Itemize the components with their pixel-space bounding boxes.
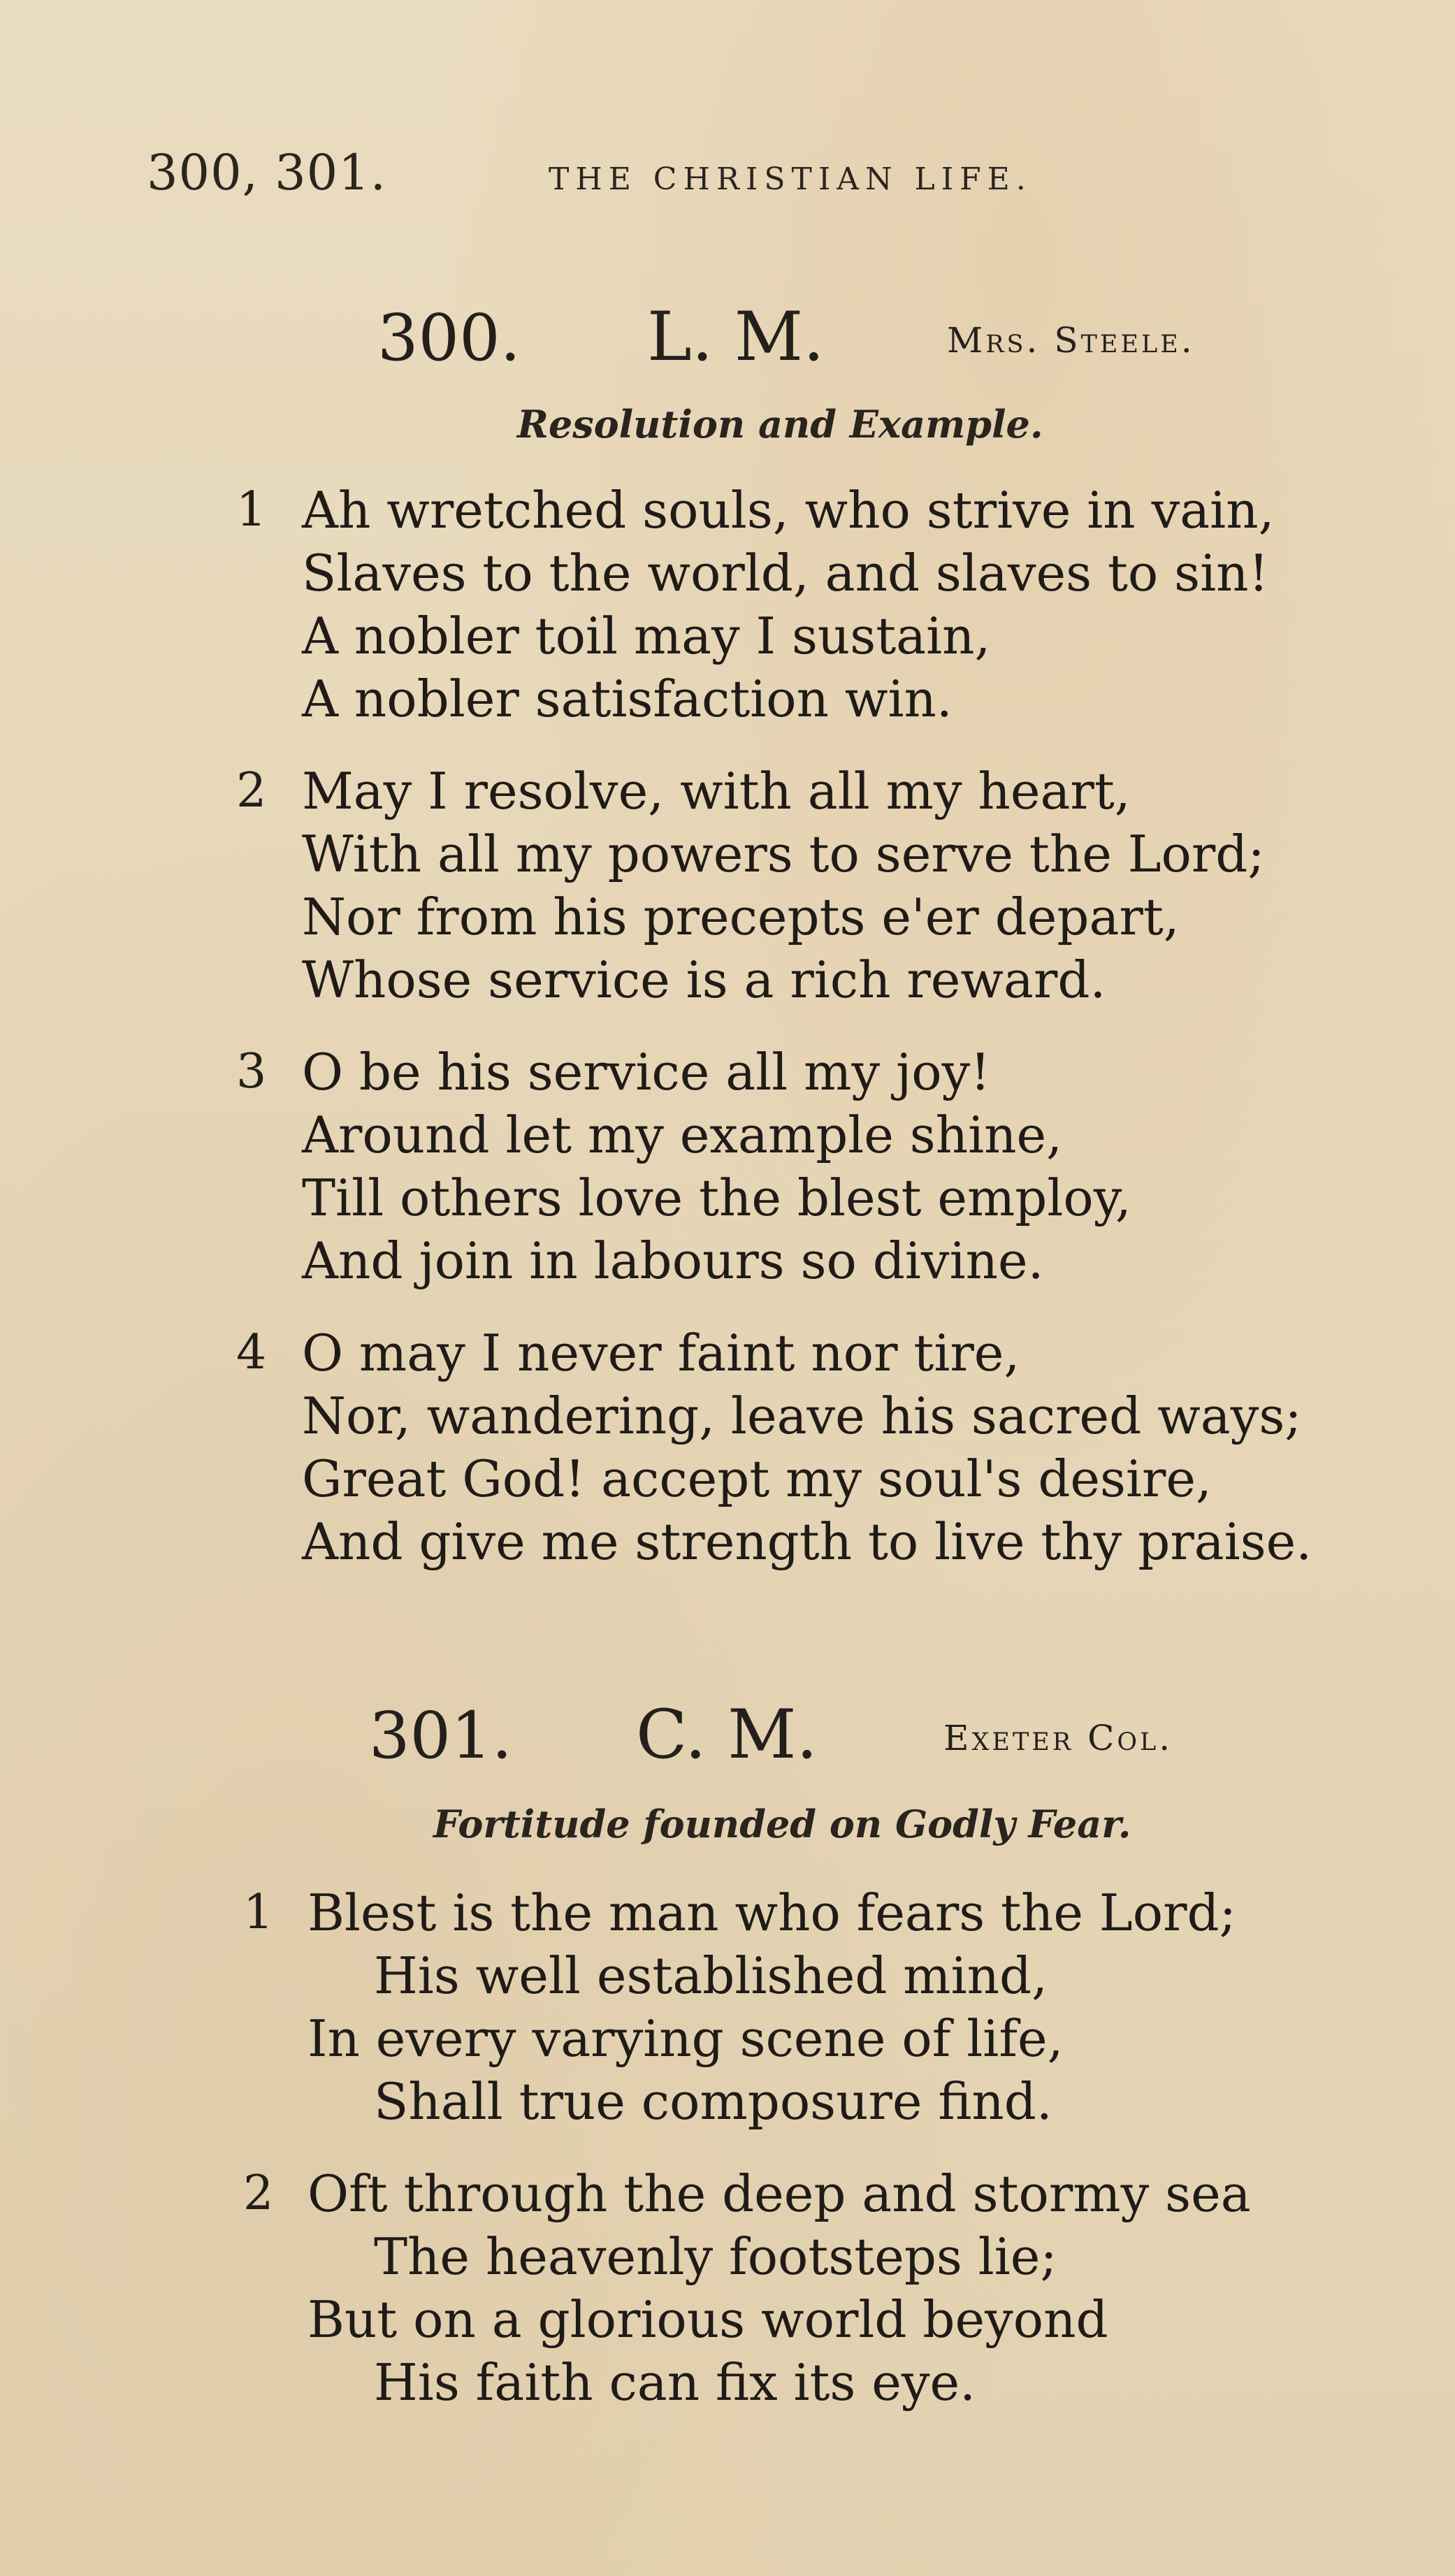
- verse-line: Blest is the man who fears the Lord;: [307, 1883, 1236, 1942]
- hymn-heading: [0, 298, 1455, 391]
- stanza-number: 2: [243, 2166, 274, 2221]
- stanza-list: [0, 479, 1455, 1602]
- hymn-subtitle: Resolution and Example.: [517, 402, 1043, 447]
- hymn-meter: C. M.: [636, 1695, 818, 1774]
- verse-line: The heavenly footsteps lie;: [374, 2227, 1057, 2286]
- hymn-author: Exeter Col.: [943, 1718, 1173, 1758]
- page-number: 300, 301.: [147, 144, 386, 201]
- stanza: [0, 1041, 1455, 1292]
- stanza: [0, 2162, 1455, 2414]
- verse-line: Slaves to the world, and slaves to sin!: [302, 544, 1269, 602]
- verse-line: May I resolve, with all my heart,: [302, 762, 1131, 820]
- verse-line: And join in labours so divine.: [302, 1231, 1044, 1290]
- verse-line: Oft through the deep and stormy sea: [307, 2164, 1251, 2223]
- verse-line: Nor from his precepts e'er depart,: [302, 888, 1180, 946]
- stanza: [0, 760, 1455, 1011]
- hymn-300: [0, 298, 1455, 1571]
- stanza-list: [0, 1881, 1455, 2443]
- hymn-number: 301.: [369, 1698, 512, 1773]
- stanza: [0, 479, 1455, 730]
- verse-line: Whose service is a rich reward.: [302, 950, 1106, 1009]
- verse-line: His faith can fix its eye.: [374, 2353, 976, 2412]
- stanza-number: 2: [236, 763, 267, 818]
- verse-line: In every varying scene of life,: [307, 2009, 1064, 2068]
- verse-line: A nobler toil may I sustain,: [302, 607, 991, 665]
- verse-line: But on a glorious world beyond: [307, 2290, 1108, 2349]
- verse-line: Around let my example shine,: [302, 1106, 1063, 1164]
- verse-line: And give me strength to live thy praise.: [302, 1512, 1312, 1571]
- verse-line: Great God! accept my soul's desire,: [302, 1449, 1212, 1508]
- stanza: [0, 1322, 1455, 1573]
- verse-line: With all my powers to serve the Lord;: [302, 825, 1265, 883]
- hymn-number: 300.: [377, 301, 521, 375]
- verse-line: A nobler satisfaction win.: [302, 670, 953, 728]
- running-header: [147, 144, 1321, 207]
- verse-line: Shall true composure find.: [374, 2072, 1052, 2131]
- hymn-subtitle: Fortitude founded on Godly Fear.: [433, 1802, 1131, 1846]
- hymn-meter: L. M.: [647, 298, 825, 376]
- stanza-number: 3: [236, 1044, 267, 1099]
- stanza-number: 1: [243, 1885, 274, 1940]
- hymn-301: [0, 1695, 1455, 2412]
- running-title: THE CHRISTIAN LIFE.: [548, 161, 1032, 197]
- verse-line: Till others love the blest employ,: [302, 1168, 1131, 1227]
- verse-line: Ah wretched souls, who strive in vain,: [302, 481, 1275, 540]
- stanza-number: 4: [236, 1325, 267, 1380]
- verse-line: O be his service all my joy!: [302, 1043, 991, 1101]
- verse-line: O may I never faint nor tire,: [302, 1324, 1020, 1382]
- verse-line: His well established mind,: [374, 1946, 1048, 2005]
- hymn-author: Mrs. Steele.: [947, 320, 1195, 361]
- verse-line: Nor, wandering, leave his sacred ways;: [302, 1387, 1302, 1445]
- stanza: [0, 1881, 1455, 2133]
- stanza-number: 1: [236, 482, 267, 537]
- hymn-heading: [0, 1695, 1455, 1789]
